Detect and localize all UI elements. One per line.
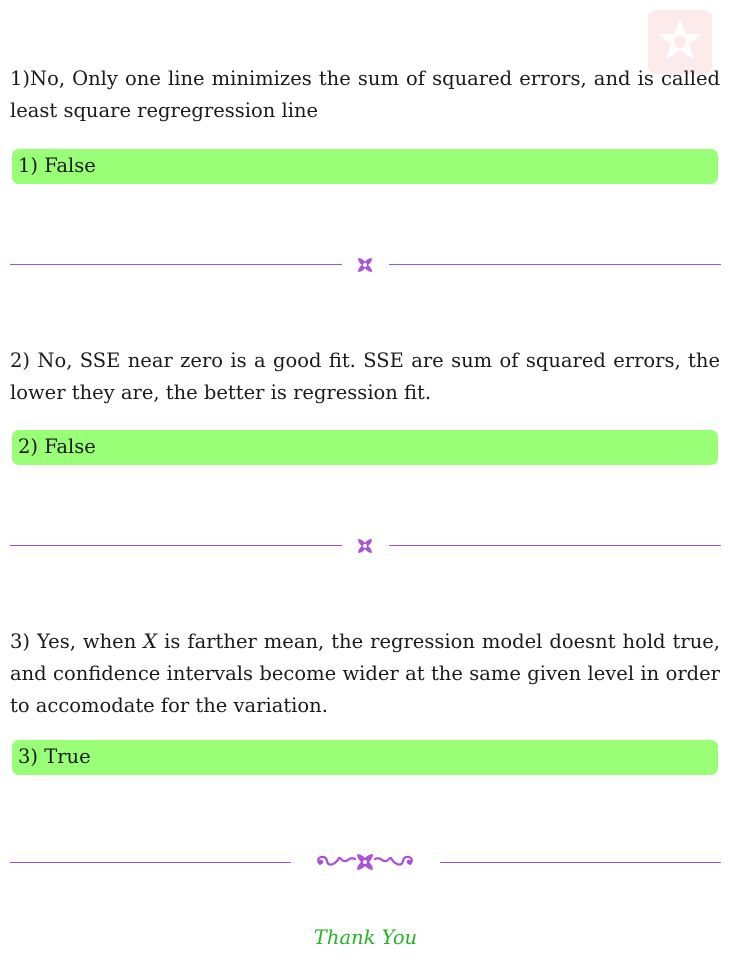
closing-text: Thank You: [313, 926, 418, 949]
answer-1-text: 1) False: [18, 154, 96, 177]
divider-line-right: [389, 545, 721, 546]
divider-line-left: [10, 545, 342, 546]
explanation-1: [10, 63, 720, 127]
final-divider-line-right: [440, 862, 721, 863]
scroll-ornament-icon: [312, 850, 418, 874]
answer-box-3: [12, 740, 718, 775]
divider-ornament: [352, 535, 378, 557]
explanation-2: [10, 345, 720, 409]
answer-3-text: 3) True: [18, 745, 91, 768]
answer-box-2: [12, 430, 718, 465]
math-variable-x: X: [143, 630, 158, 653]
fleuron-icon: [356, 537, 374, 555]
fleuron-icon: [356, 256, 374, 274]
answer-box-1: [12, 149, 718, 184]
divider-line-right: [389, 264, 721, 265]
star-flower-logo-icon: [653, 15, 707, 69]
explanation-3-text-post: is farther mean, the regression model doesnt hold true, and confidence intervals become wider at the same given level in order to accomodate for the variation.: [10, 630, 720, 717]
explanation-2-text: 2) No, SSE near zero is a good fit. SSE are sum of squared errors, the lower they are, the better is regression fit.: [10, 349, 720, 404]
final-divider-line-left: [10, 862, 291, 863]
divider-ornament: [352, 254, 378, 276]
explanation-3-text-pre: 3) Yes, when: [10, 630, 144, 653]
explanation-3: [10, 626, 720, 722]
answer-2-text: 2) False: [18, 435, 96, 458]
final-divider-ornament: [310, 850, 420, 874]
divider-line-left: [10, 264, 342, 265]
explanation-1-text: 1)No, Only one line minimizes the sum of squared errors, and is called least square regregression line: [10, 67, 720, 122]
